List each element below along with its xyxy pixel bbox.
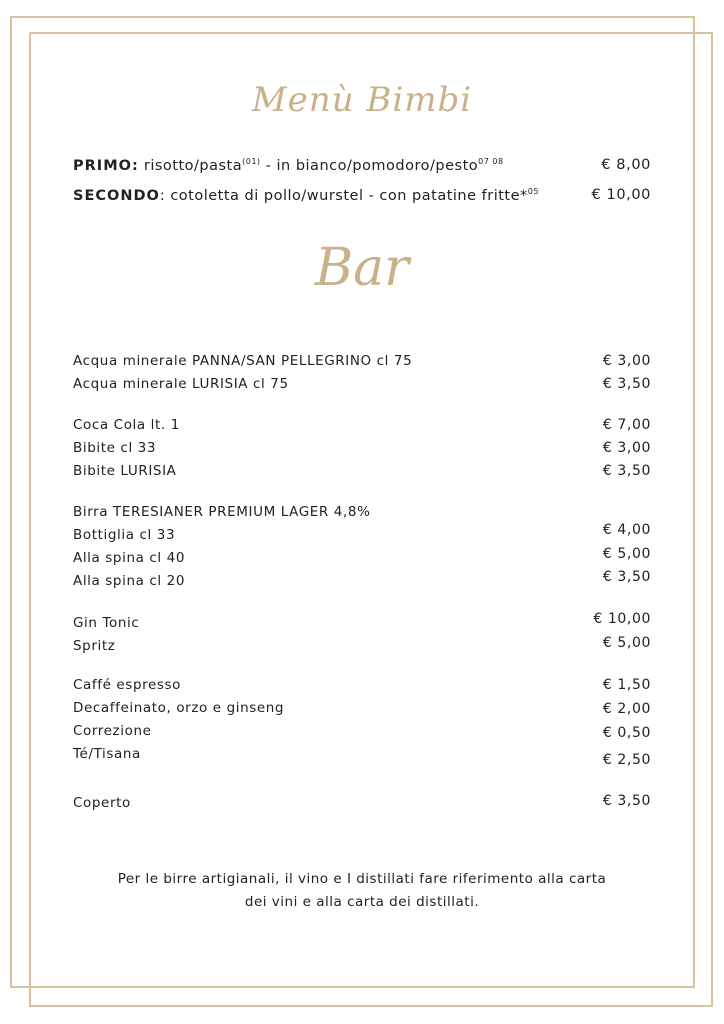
allergen-code: 07 08 (478, 157, 504, 166)
bar-item-price: € 3,50 (602, 569, 651, 585)
bar-item-price: € 10,00 (593, 611, 651, 627)
bar-item-name: Bibite LURISIA (73, 463, 177, 479)
bar-item-price: € 4,00 (602, 522, 651, 538)
footer-note-line: dei vini e alla carta dei distillati. (244, 894, 480, 910)
bar-item-name: Té/Tisana (73, 746, 141, 762)
kids-item-secondo (73, 187, 539, 204)
kids-item-desc: - in bianco/pomodoro/pesto (260, 158, 479, 174)
bar-item-price: € 5,00 (602, 635, 651, 651)
bar-item-name: Gin Tonic (73, 615, 140, 631)
bar-item-name: Alla spina cl 20 (73, 573, 186, 589)
bar-item-price: € 3,50 (602, 463, 651, 479)
bar-item-price: € 3,00 (602, 440, 651, 456)
bar-item-price: € 3,50 (602, 793, 651, 809)
bar-item-price: € 3,50 (602, 376, 651, 392)
bar-item-price: € 3,00 (602, 353, 651, 369)
bar-item-name: Alla spina cl 40 (73, 550, 186, 566)
bar-item-price: € 2,50 (602, 752, 651, 768)
bar-item-name: Acqua minerale LURISIA cl 75 (73, 376, 289, 392)
bar-title: Bar (314, 238, 410, 298)
bar-item-name: Bottiglia cl 33 (73, 527, 176, 543)
bar-item-name: Acqua minerale PANNA/SAN PELLEGRINO cl 75 (73, 353, 413, 369)
kids-item-price: € 10,00 (591, 187, 651, 203)
bar-item-name: Caffé espresso (73, 677, 181, 693)
bar-item-name: Birra TERESIANER PREMIUM LAGER 4,8% (73, 504, 371, 520)
footer-note-line: Per le birre artigianali, il vino e I distillati fare riferimento alla carta (117, 871, 607, 887)
kids-item-desc: : cotoletta di pollo/wurstel - con patatine fritte* (159, 188, 528, 204)
footer-note (0, 868, 724, 914)
bar-item-price: € 1,50 (602, 677, 651, 693)
allergen-code: (01) (242, 157, 261, 166)
allergen-code: 05 (527, 187, 539, 196)
bar-item-name: Correzione (73, 723, 152, 739)
kids-item-label: PRIMO: (73, 158, 139, 174)
kids-item-primo (73, 157, 504, 174)
bar-item-price: € 5,00 (602, 546, 651, 562)
kids-menu-title: Menù Bimbi (251, 80, 473, 120)
kids-item-price: € 8,00 (601, 157, 651, 173)
bar-item-price: € 0,50 (602, 725, 651, 741)
bar-item-name: Decaffeinato, orzo e ginseng (73, 700, 285, 716)
bar-item-name: Coca Cola lt. 1 (73, 417, 180, 433)
bar-item-price: € 7,00 (602, 417, 651, 433)
bar-item-name: Spritz (73, 638, 116, 654)
bar-item-name: Bibite cl 33 (73, 440, 157, 456)
kids-item-label: SECONDO (73, 188, 160, 204)
bar-item-name: Coperto (73, 795, 131, 811)
kids-item-desc: risotto/pasta (138, 158, 243, 174)
bar-item-price: € 2,00 (602, 701, 651, 717)
